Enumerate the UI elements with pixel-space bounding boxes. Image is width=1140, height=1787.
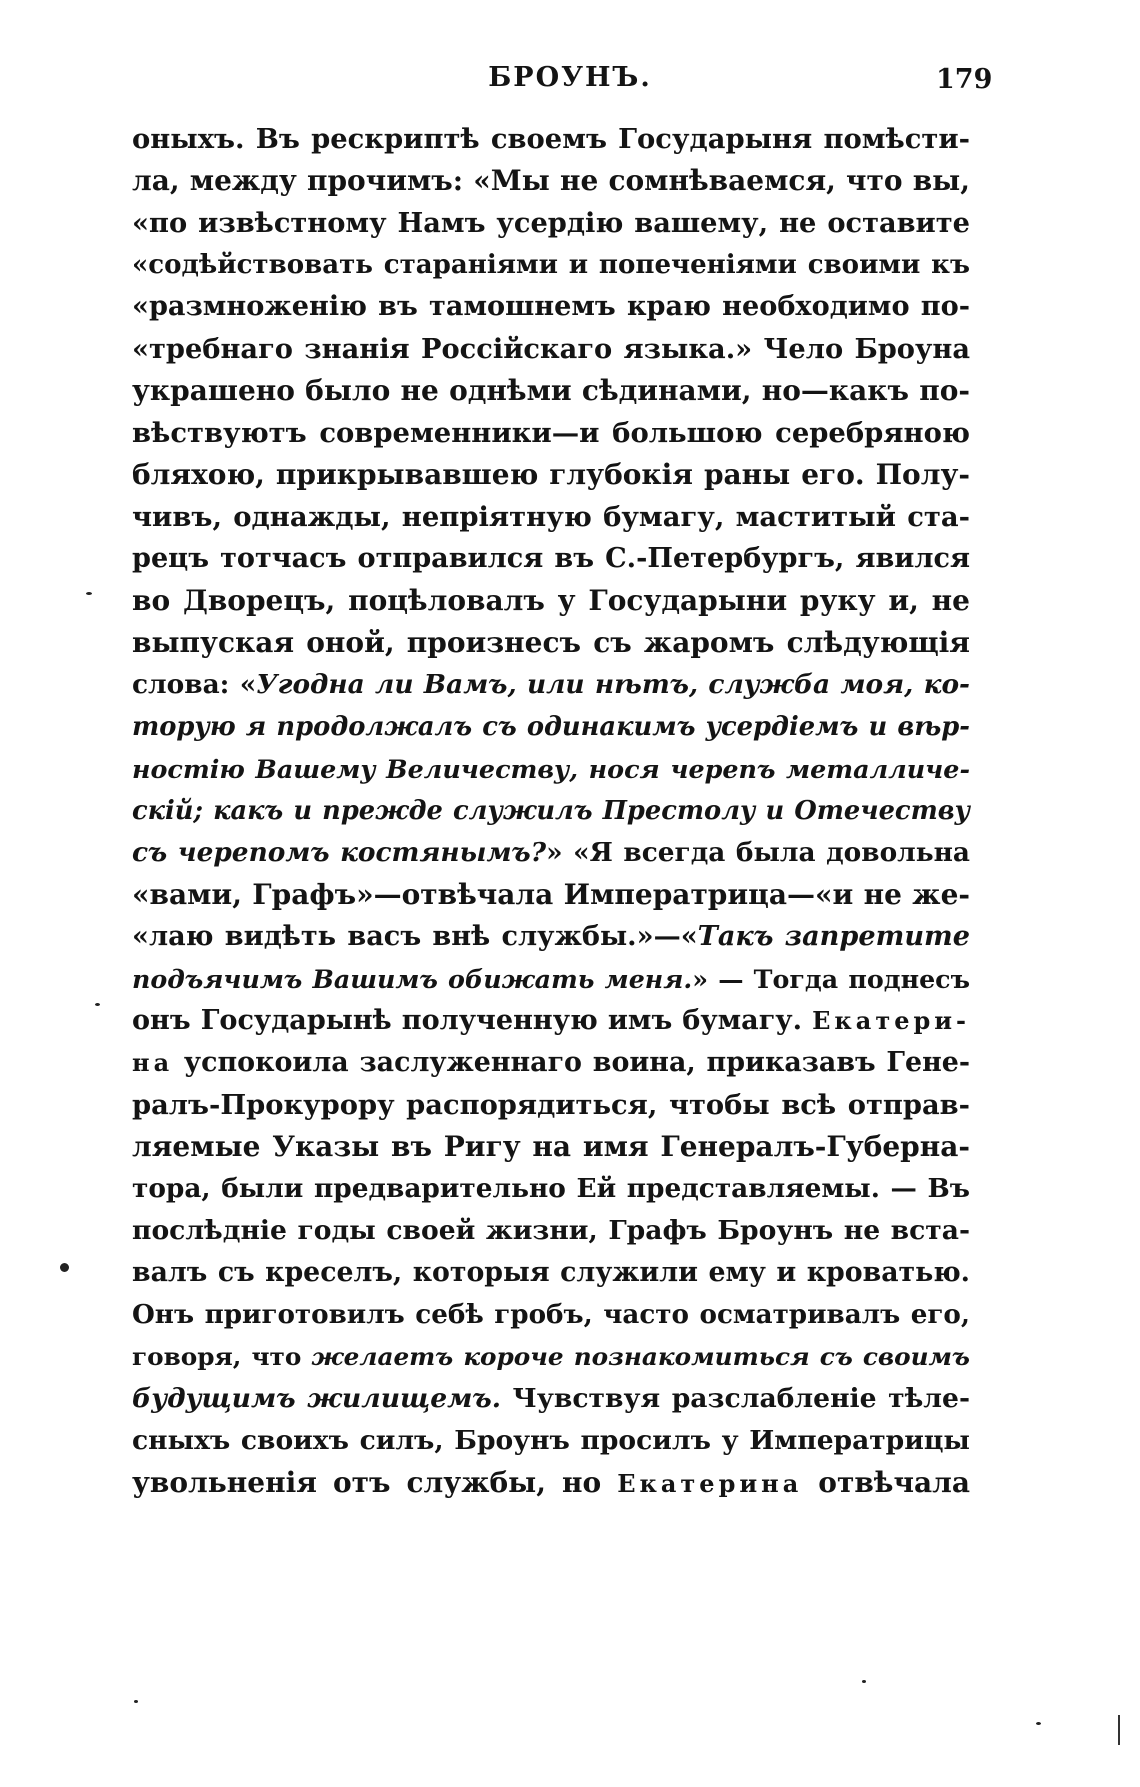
- text-segment: «содѣйствовать стараніями и попеченіями своими къ: [132, 250, 970, 280]
- text-line: [132, 538, 970, 580]
- scan-edge-mark: [1118, 1715, 1120, 1745]
- spaced-name-segment: на: [132, 1048, 174, 1077]
- text-segment: говоря, что: [132, 1342, 312, 1371]
- text-segment: отвѣчала: [802, 1466, 970, 1499]
- text-line: [132, 412, 970, 454]
- text-line: [132, 832, 970, 874]
- text-line: [132, 244, 970, 286]
- text-line: [132, 286, 970, 328]
- text-segment: выпуская оной, произнесъ съ жаромъ слѣдующія: [132, 626, 970, 659]
- text-line: [132, 874, 970, 916]
- italic-quote-segment: скій; какъ и прежде служилъ Престолу и Отечеству: [132, 796, 970, 826]
- italic-quote-segment: ностію Вашему Величеству, нося черепъ металличе-: [132, 754, 970, 784]
- italic-quote-segment: съ черепомъ костянымъ?: [132, 837, 547, 868]
- text-segment: «лаю видѣть васъ внѣ службы.»—«: [132, 921, 698, 952]
- text-segment: онъ Государынѣ полученную имъ бумагу.: [132, 1005, 813, 1036]
- text-segment: ляемые Указы въ Ригу на имя Генералъ-Губерна-: [132, 1130, 970, 1163]
- text-segment: рецъ тотчасъ отправился въ С.-Петербургъ, явился: [132, 543, 970, 574]
- text-line: [132, 160, 970, 202]
- spaced-name-segment: Екатери-: [812, 1006, 970, 1035]
- text-line: [132, 1042, 970, 1084]
- text-line: [132, 790, 970, 832]
- text-line: [132, 1336, 970, 1378]
- text-body: [132, 118, 970, 1504]
- text-line: [132, 454, 970, 496]
- text-segment: «размноженію въ тамошнемъ краю необходимо по-: [132, 291, 970, 322]
- text-line: [132, 1378, 970, 1420]
- italic-quote-segment: Угодна ли Вамъ, или нѣтъ, служба моя, ко-: [256, 669, 970, 700]
- italic-quote-segment: будущимъ жилищемъ.: [132, 1383, 501, 1414]
- text-segment: Онъ приготовилъ себѣ гробъ, часто осматривалъ его,: [132, 1299, 970, 1330]
- text-line: [132, 622, 970, 664]
- scan-speck: [862, 1680, 866, 1683]
- text-line: [132, 202, 970, 244]
- text-segment: слова: «: [132, 669, 257, 700]
- text-segment: сныхъ своихъ силъ, Броунъ просилъ у Императрицы: [132, 1425, 970, 1456]
- text-segment: ла, между прочимъ: «Мы не сомнѣваемся, что вы,: [132, 164, 970, 197]
- text-segment: украшено было не однѣми сѣдинами, но—какъ по-: [132, 374, 970, 407]
- text-line: [132, 118, 970, 160]
- text-segment: » «Я всегда была довольна: [546, 837, 971, 868]
- scan-speck: [86, 592, 92, 595]
- italic-quote-segment: Такъ запретите: [697, 921, 971, 952]
- text-segment: бляхою, прикрывавшею глубокія раны его. Полу-: [132, 458, 970, 491]
- text-line: [132, 958, 970, 1000]
- spaced-name-segment: Екатерина: [617, 1469, 803, 1498]
- text-line: [132, 1168, 970, 1210]
- scan-speck: [1036, 1722, 1041, 1725]
- text-line: [132, 1000, 970, 1042]
- text-segment: послѣдніе годы своей жизни, Графъ Броунъ не вста-: [132, 1215, 970, 1246]
- text-line: [132, 664, 970, 706]
- scan-speck: [134, 1700, 138, 1703]
- text-segment: «требнаго знанія Россійскаго языка.» Чело Броуна: [132, 333, 970, 365]
- text-segment: тора, были предварительно Ей представляемы. — Въ: [132, 1173, 970, 1204]
- text-line: [132, 496, 970, 538]
- text-segment: «вами, Графъ»—отвѣчала Императрица—«и не же-: [132, 878, 970, 911]
- text-line: [132, 1084, 970, 1126]
- text-segment: увольненія отъ службы, но: [132, 1466, 618, 1499]
- scan-speck: [60, 1263, 69, 1272]
- text-segment: ралъ-Прокурору распорядиться, чтобы всѣ отправ-: [132, 1089, 970, 1121]
- text-line: [132, 1252, 970, 1294]
- text-line: [132, 916, 970, 958]
- text-segment: валъ съ креселъ, которыя служили ему и кроватью.: [132, 1257, 970, 1288]
- page-number: 179: [936, 64, 993, 95]
- text-line: [132, 1420, 970, 1462]
- text-line: [132, 748, 970, 790]
- text-segment: оныхъ. Въ рескриптѣ своемъ Государыня помѣсти-: [132, 123, 970, 155]
- text-line: [132, 580, 970, 622]
- text-line: [132, 706, 970, 748]
- text-line: [132, 370, 970, 412]
- text-segment: во Дворецъ, поцѣловалъ у Государыни руку и, не: [132, 584, 970, 617]
- text-segment: успокоила заслуженнаго воина, приказавъ Гене-: [173, 1047, 970, 1078]
- text-segment: чивъ, однажды, непріятную бумагу, маститый ста-: [132, 501, 970, 533]
- text-line: [132, 1462, 970, 1504]
- text-segment: «по извѣстному Намъ усердію вашему, не оставите: [132, 207, 970, 239]
- text-line: [132, 1126, 970, 1168]
- text-segment: » — Тогда поднесъ: [692, 964, 970, 994]
- text-line: [132, 1210, 970, 1252]
- italic-quote-segment: подъячимъ Вашимъ обижать меня.: [132, 964, 693, 994]
- italic-quote-segment: торую я продолжалъ съ одинакимъ усердіемъ и вѣр-: [132, 712, 970, 742]
- text-line: [132, 328, 970, 370]
- running-header-title: БРОУНЪ.: [488, 62, 652, 93]
- text-line: [132, 1294, 970, 1336]
- text-segment: Чувствуя разслабленіе тѣле-: [501, 1383, 970, 1414]
- italic-quote-segment: желаетъ короче познакомиться съ своимъ: [311, 1342, 970, 1371]
- scan-speck: [95, 1003, 100, 1006]
- text-segment: вѣствуютъ современники—и большою серебряною: [132, 417, 970, 449]
